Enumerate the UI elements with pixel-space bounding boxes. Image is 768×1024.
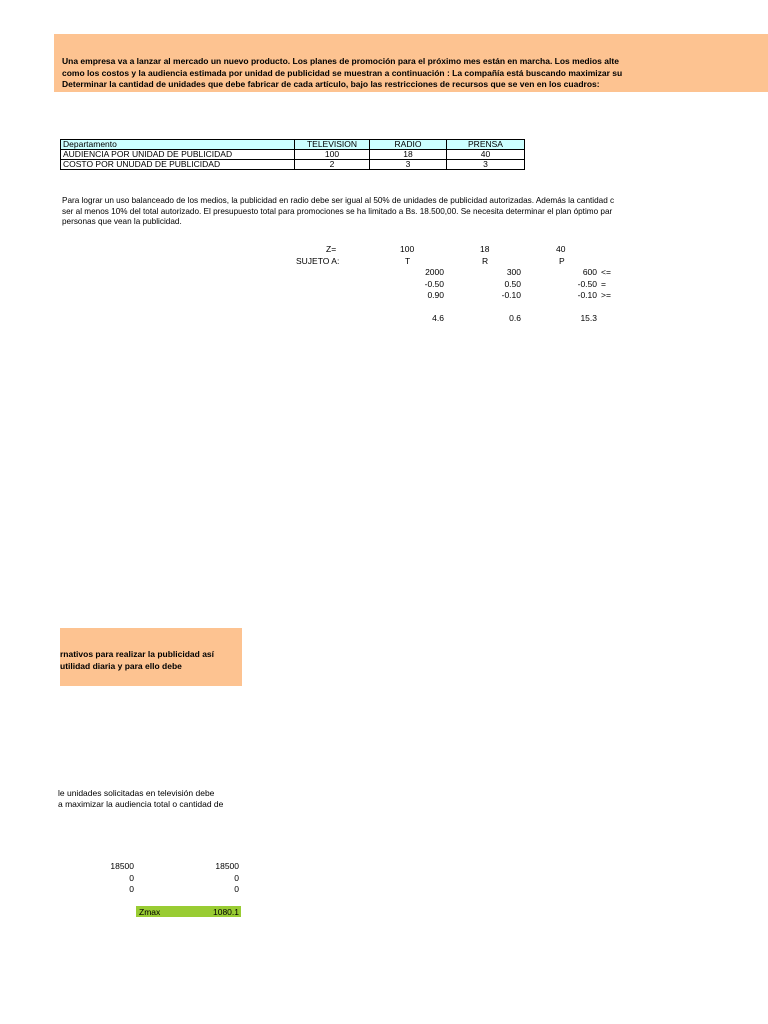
lower-row3-a: 0 <box>129 884 134 894</box>
lower-row2-a: 0 <box>129 873 134 883</box>
cell-radio-costo: 3 <box>370 160 447 170</box>
header-television: TELEVISION <box>295 140 370 150</box>
cell-tv-costo: 2 <box>295 160 370 170</box>
row-label-audiencia: AUDIENCIA POR UNIDAD DE PUBLICIDAD <box>61 150 295 160</box>
header-departamento: Departamento <box>61 140 295 150</box>
c1-p: 600 <box>582 267 597 277</box>
c1-op: <= <box>601 267 611 277</box>
lower-row1-b: 18500 <box>215 861 239 871</box>
subject-label: SUJETO A: <box>296 256 340 266</box>
var-r: R <box>482 256 489 266</box>
c2-t: -0.50 <box>424 279 444 289</box>
paragraph-line-3: personas que vean la publicidad. <box>62 217 182 226</box>
solution-t: 4.6 <box>432 313 444 323</box>
cell-tv-audiencia: 100 <box>295 150 370 160</box>
header-prensa: PRENSA <box>447 140 525 150</box>
solution-r: 0.6 <box>509 313 521 323</box>
var-t: T <box>405 256 411 266</box>
lower-row1-a: 18500 <box>110 861 134 871</box>
zmax-label: Zmax <box>139 907 161 917</box>
c2-p: -0.50 <box>577 279 597 289</box>
z-coef-p: 40 <box>556 244 566 254</box>
intro-line-3: Determinar la cantidad de unidades que debe fabricar de cada artículo, bajo las restricciones de recursos que se ven en los cuadros: <box>62 79 600 89</box>
c3-r: -0.10 <box>501 290 521 300</box>
z-coef-r: 18 <box>480 244 490 254</box>
c3-t: 0.90 <box>427 290 444 300</box>
table-header-row <box>61 140 525 150</box>
c1-r: 300 <box>506 267 521 277</box>
lower-row3-b: 0 <box>234 884 239 894</box>
c3-p: -0.10 <box>577 290 597 300</box>
header-radio: RADIO <box>370 140 447 150</box>
lower-banner-line-2: utilidad diaria y para ello debe <box>60 661 182 671</box>
paragraph-line-2: ser al menos 10% del total autorizado. El presupuesto total para promociones se ha limitado a Bs. 18.500,00. Se necesita determinar el plan óptimo par <box>62 207 613 216</box>
lower-banner-line-1: rnativos para realizar la publicidad así <box>60 649 215 659</box>
z-coef-t: 100 <box>400 244 415 254</box>
cell-radio-audiencia: 18 <box>370 150 447 160</box>
c2-r: 0.50 <box>504 279 521 289</box>
lower-para-line-1: le unidades solicitadas en televisión debe <box>58 788 215 798</box>
lower-para-line-2: a maximizar la audiencia total o cantidad de <box>58 799 224 809</box>
cell-prensa-costo: 3 <box>447 160 525 170</box>
c1-t: 2000 <box>425 267 444 277</box>
paragraph-line-1: Para lograr un uso balanceado de los medios, la publicidad en radio debe ser igual al 50% de unidades de publicidad autorizadas. Además la cantidad c <box>62 196 615 205</box>
c2-op: = <box>601 279 606 289</box>
intro-line-1: Una empresa va a lanzar al mercado un nuevo producto. Los planes de promoción para el próximo mes están en marcha. Los medios alte <box>62 56 619 66</box>
var-p: P <box>559 256 565 266</box>
cell-prensa-audiencia: 40 <box>447 150 525 160</box>
z-label: Z= <box>326 244 337 254</box>
table-row <box>61 160 525 170</box>
solution-p: 15.3 <box>580 313 597 323</box>
table-row <box>61 150 525 160</box>
lower-row2-b: 0 <box>234 873 239 883</box>
zmax-value: 1080.1 <box>213 907 239 917</box>
intro-line-2: como los costos y la audiencia estimada por unidad de publicidad se muestran a continuación : La compañía está buscando maximizar su <box>62 68 623 78</box>
row-label-costo: COSTO POR UNUDAD DE PUBLICIDAD <box>61 160 295 170</box>
department-table <box>60 139 525 170</box>
c3-op: >= <box>601 290 611 300</box>
